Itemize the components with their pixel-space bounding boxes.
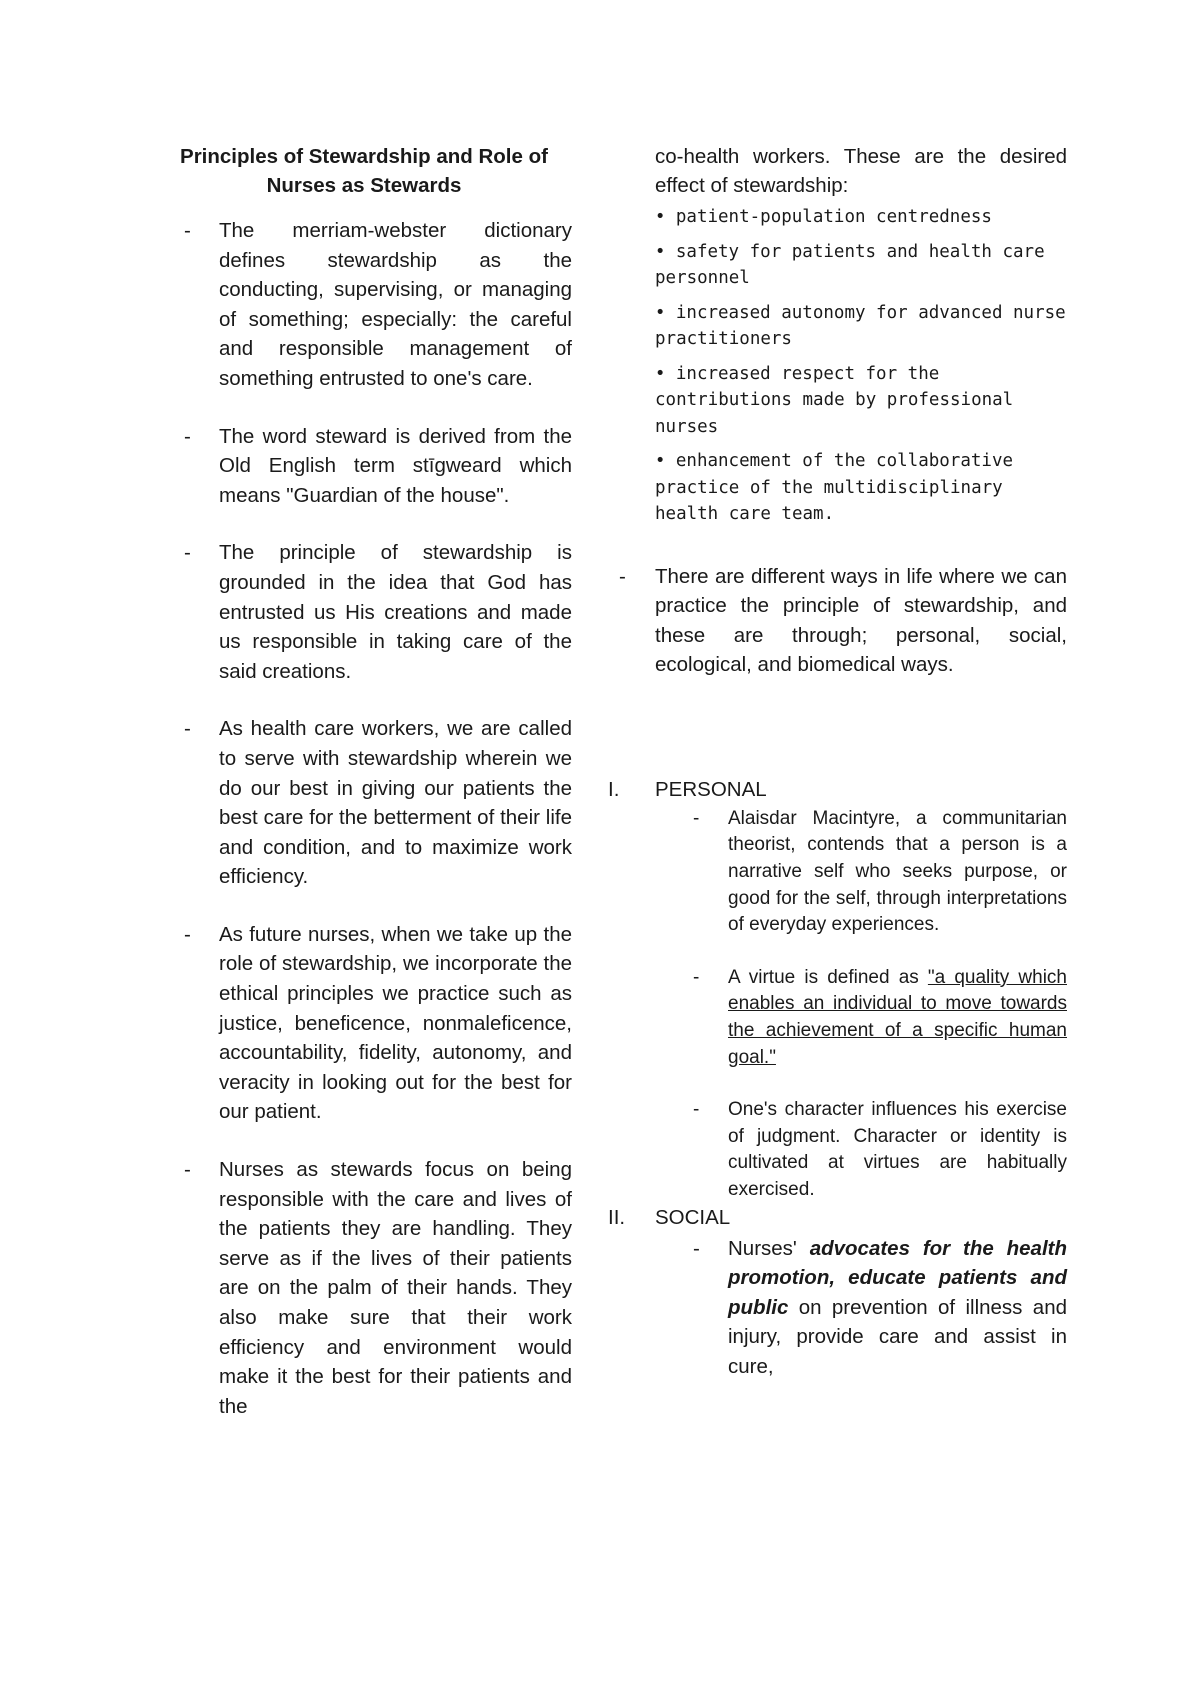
section-social [608,1204,1067,1382]
document-title: Principles of Stewardship and Role of Nurses as Stewards [180,145,548,197]
list-item [655,1234,1067,1382]
bullet-icon: • [655,451,666,471]
effect-item [655,448,1067,528]
effect-text: safety for patients and health care personnel [655,241,1045,288]
section-title: SOCIAL [655,1205,731,1229]
ways-text: There are different ways in life where we can practice the principle of stewardship, and these are through; personal, social, ecological, and biomedical ways. [655,564,1067,677]
effect-item [655,361,1067,441]
section-personal [608,776,1067,1204]
effect-text: enhancement of the collaborative practice of the multidisciplinary health care team. [655,451,1014,524]
virtue-lead: A virtue is defined as [728,966,928,988]
right-column [608,142,1067,1382]
bullet-icon: • [655,302,666,323]
list-item: - The merriam-webster dictionary defines stewardship as the conducting, supervising, or managing of something; especially: the careful and responsible management of something entrusted to one's care. [152,216,572,394]
section-title: PERSONAL [655,777,767,801]
section-number: II. [608,1205,626,1229]
effect-item [655,204,1067,231]
virtue-quote: "a quality which enables an individual to move towards the achievement of a specific human goal." [728,966,1067,1068]
list-item: - The word steward is derived from the Old English term stīgweard which means "Guardian of the house". [152,422,572,511]
list-item: - Nurses as stewards focus on being responsible with the care and lives of the patients they are handling. They serve as if the lives of their patients are on the palm of their hands. They also make sure that their work efficiency and environment would make it the best for their patients and the [152,1155,572,1421]
social-items [655,1234,1067,1382]
left-bullet-list [152,216,572,1421]
stewardship-effects-list [655,204,1067,528]
ways-paragraph [619,562,1067,680]
list-item: - As health care workers, we are called to serve with stewardship wherein we do our best in giving our patients the best care for the betterment of their life and condition, and to maximize work efficiency. [152,714,572,892]
continuation-paragraph: co-health workers. These are the desired effect of stewardship: [655,145,1067,197]
list-item: - One's character influences his exercise of judgment. Character or identity is cultivated at virtues are habitually exercised. [655,1097,1067,1203]
effect-item [655,300,1067,353]
list-item: - Alaisdar Macintyre, a communitarian theorist, contends that a person is a narrative self who seeks purpose, or good for the self, through interpretations of everyday experiences. [655,806,1067,939]
section-number: I. [608,777,620,801]
social-rest: on prevention of illness and injury, provide care and assist in cure, [728,1295,1067,1378]
bullet-icon: • [655,207,666,227]
sections-list [608,776,1067,1382]
effect-text: increased respect for the contributions made by professional nurses [655,363,1014,437]
left-column [152,142,572,1421]
list-item: - The principle of stewardship is grounded in the idea that God has entrusted us His creations and made us responsible in taking care of the said creations. [152,538,572,686]
effect-text: patient-population centredness [675,207,992,227]
dash-marker: - [619,564,626,588]
list-item: - As future nurses, when we take up the role of stewardship, we incorporate the ethical principles we practice such as justice, beneficence, nonmaleficence, accountability, fidelity, autonomy, and veracity in looking out for the best for our patient. [152,920,572,1127]
social-lead: Nurses' [728,1236,810,1260]
personal-items [655,806,1067,1204]
bullet-icon: • [655,363,666,384]
list-item [655,965,1067,1071]
bullet-icon: • [655,241,666,262]
effect-item [655,239,1067,292]
social-emphasis: advocates for the health promotion, educate patients and public [728,1236,1067,1319]
effect-text: increased autonomy for advanced nurse practitioners [655,302,1066,349]
